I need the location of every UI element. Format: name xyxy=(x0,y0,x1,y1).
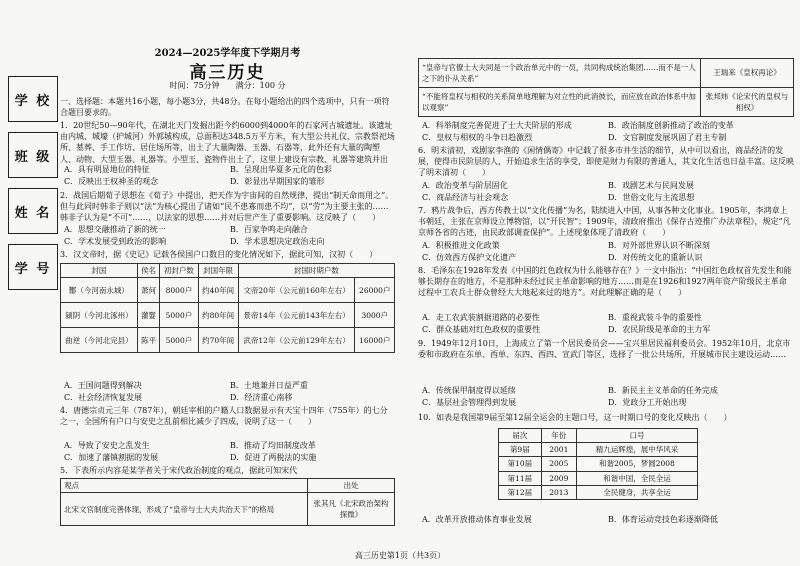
q2-option-b: B．百家争鸣走向融合 xyxy=(230,225,308,234)
table-cell: 2001 xyxy=(541,443,576,457)
subject-title: 高三历史 xyxy=(189,63,266,83)
q10-th-year: 年份 xyxy=(541,429,576,443)
table-cell: 萧何 xyxy=(137,278,160,303)
q9-option-d: D．党政分工开始出现 xyxy=(608,398,687,407)
q2-option-a: A．思想交融推动了新的统一 xyxy=(64,225,166,234)
q3-th-initial: 初封户数 xyxy=(160,264,198,278)
q5-th-source: 出处 xyxy=(308,479,395,493)
table-row xyxy=(499,457,698,471)
q5-option-a: A．科举制度完善促进了士大夫阶层的形成 xyxy=(422,121,572,130)
q7-option-b: B．对外部世界认识不断深刻 xyxy=(608,241,710,250)
q2-option-c: C．学术发展受到政治的影响 xyxy=(64,237,167,246)
table-cell: 第12届 xyxy=(499,485,542,499)
page-footer: 高三历史第1页（共3页） xyxy=(354,551,446,560)
q10-option-b: B．体育运动竞技色彩逐渐降低 xyxy=(608,515,718,524)
right-column xyxy=(418,0,794,566)
table-cell: 5000户 xyxy=(160,303,198,328)
q4-option-b: B．推动了均田制度改革 xyxy=(230,441,316,450)
table-cell: “不能将皇权与相权的关系简单地理解为对立性的此消彼长，而应放在政治体系中加以观察” xyxy=(419,88,701,117)
q8-option-b: B．重视武装斗争的重要性 xyxy=(608,313,702,322)
q8-option-a: A．走工农武装割据道路的必要性 xyxy=(422,313,540,322)
table-cell: 陈平 xyxy=(137,328,160,353)
table-cell: 武帝12年（公元前129年左右） xyxy=(238,328,355,353)
table-row xyxy=(61,328,395,353)
q2-option-d: D．学术思想决定政治走向 xyxy=(230,237,325,246)
table-cell: 文帝20年（公元前160年左右） xyxy=(238,278,355,303)
q7-option-d: D．对传统文化的重新认识 xyxy=(608,253,703,262)
q6-option-a: A．政治变革与阶层固化 xyxy=(422,181,508,190)
q6-option-b: B．戏剧艺术与民间发展 xyxy=(608,181,694,190)
table-row xyxy=(61,493,395,526)
table-cell: 和谐2005，梦圆2008 xyxy=(576,457,697,471)
table-cell: 约70年间 xyxy=(198,328,238,353)
q3-th-later: 封国时期户数 xyxy=(238,264,394,278)
table-cell: 北宋文官制度完善体现，形成了“皇帝与士大夫共治天下”的格局 xyxy=(61,493,308,526)
table-cell: 景帝14年（公元前143年左右） xyxy=(238,303,355,328)
table-cell: 张其凡《北宋政治架构探微》 xyxy=(308,493,395,526)
q3-option-d: D．经济重心南移 xyxy=(230,393,293,402)
section-instructions: 一、选择题：本题共16小题，每小题3分，共48分。在每小题给出的四个选项中，只有一项符合题目要求的。 xyxy=(60,97,390,118)
q3-th-marquis: 侯名 xyxy=(137,264,160,278)
table-cell: 酇（今河南永城） xyxy=(61,278,138,303)
q6-option-c: C．商品经济与社会观念 xyxy=(422,193,509,202)
q5-option-d: D．文官制度发展巩固了君主专制 xyxy=(608,133,727,142)
q8-option-d: D．农民阶级是革命的主力军 xyxy=(608,325,711,334)
q1-option-d: D．彰显出早期国家的雏形 xyxy=(230,177,325,186)
q5-option-c: C．皇权与相权的斗争日趋激烈 xyxy=(422,133,533,142)
q10-th-session: 届次 xyxy=(499,429,542,443)
table-cell: 曲逆（今河北完县） xyxy=(61,328,138,353)
q3-option-c: C．社会经济恢复发展 xyxy=(64,393,143,402)
table-cell: 张邦炜《论宋代的皇权与相权》 xyxy=(701,88,794,117)
q3-th-years: 封国年限 xyxy=(198,264,238,278)
table-cell: 全民健身，共享全运 xyxy=(576,485,697,499)
table-row xyxy=(499,485,698,499)
question-1: 1．20世纪50—90年代，在湖北天门发掘出距今约6000到4000年的石家河古城遗址。该遗址由内城、城壕（护城河）外郭城构成，总面积达348.5万平方米，有大型公共礼仪、宗教祭祀场所、墓葬、手工作坊、居住场所等，出土了大量陶器、玉器、石器等，此外还有大量的陶塑人、动物、大型玉器、礼器等。小型玉、瓷物件出土了，这里上建设有宗教、礼器等建筑并出 xyxy=(60,121,395,164)
table-row xyxy=(499,443,698,457)
exam-title: 2024—2025学年度下学期月考 xyxy=(154,48,301,59)
question-5: 5．下表所示内容是某学者关于宋代政治制度的观点，据此可知宋代 xyxy=(60,466,298,475)
school-label: 学 校 xyxy=(8,76,58,122)
table-cell: 2005 xyxy=(541,457,576,471)
table-row xyxy=(499,471,698,485)
q3-option-a: A．王国问题得到解决 xyxy=(64,381,142,390)
table-row xyxy=(61,303,395,328)
q3-th-fief: 封国 xyxy=(61,264,138,278)
table-cell: 26000户 xyxy=(355,278,395,303)
question-3: 3．汉文帝时，据《史记》记载各侯国户口数目的变化情况如下，据此可知，汉初（ ） xyxy=(60,250,378,259)
q3-table xyxy=(60,263,395,353)
q1-option-a: A．具有明显地位的特征 xyxy=(64,165,150,174)
table-cell: 2009 xyxy=(541,471,576,485)
q5-continued-table xyxy=(418,58,794,117)
q10-option-a: A．改革开放推动体育事业发展 xyxy=(422,515,532,524)
table-cell: 第10届 xyxy=(499,457,542,471)
q6-option-d: D．世俗文化与主流思想 xyxy=(608,193,695,202)
table-cell: 约80年间 xyxy=(198,303,238,328)
table-row xyxy=(419,88,794,117)
table-row xyxy=(61,278,395,303)
question-8: 8．毛泽东在1928年发表《中国的红色政权为什么能够存在？》一文中指出：“中国红色政权首先发生和能够长期存在的地方，不是那种未经过民主革命影响的地方……而是在1926和1927两年资产阶级民主革命过程中工农兵士群众曾经大大地起来过的地方”。对此理解正确的是（ ） xyxy=(418,266,792,298)
question-4: 4．唐德宗贞元三年（787年），朝廷宰相的户籍人口数据显示有天宝十四年（755年）的七分之一，全国所有户口与安史之乱前相比减少了四成，说明了这一（ ） xyxy=(60,406,388,427)
table-cell: “皇帝与官僚士大夫同是一个政治单元中的一员，共同构成统治集团……而不是一人之下的仆从关系” xyxy=(419,59,701,88)
q10-table xyxy=(498,428,698,500)
table-cell: 5000户 xyxy=(160,328,198,353)
q1-option-b: B．呈现出华夏多元化的色彩 xyxy=(230,165,332,174)
q5-table xyxy=(60,478,395,526)
q9-option-c: C．基层社会管理得到发展 xyxy=(422,398,517,407)
table-cell: 第9届 xyxy=(499,443,542,457)
name-label: 姓 名 xyxy=(8,188,58,234)
q10-th-slogan: 口号 xyxy=(576,429,697,443)
table-cell: 和谐中国，全民全运 xyxy=(576,471,697,485)
q4-option-d: D．促进了两税法的实施 xyxy=(230,453,317,462)
exam-meta: 时间：75分钟 满分：100 分 xyxy=(169,81,286,90)
q4-option-a: A．导致了安史之乱发生 xyxy=(64,441,150,450)
q9-option-b: B．新民主主义革命的任务完成 xyxy=(608,386,718,395)
table-cell: 16000户 xyxy=(355,328,395,353)
table-cell: 精九运辉煌，展中华风采 xyxy=(576,443,697,457)
table-cell: 王瑞来《皇权再论》 xyxy=(701,59,794,88)
table-cell: 颍阴（今河北涿州） xyxy=(61,303,138,328)
table-row xyxy=(419,59,794,88)
student-id-label: 学 号 xyxy=(8,244,58,290)
q5-option-b: B．政治制度创新推动了政治的变革 xyxy=(608,121,734,130)
question-10: 10．如表是我国第9届至第12届全运会的主题口号，这一时期口号的变化反映出（ ） xyxy=(418,413,732,422)
q9-option-a: A．传统保甲制度得以延续 xyxy=(422,386,516,395)
table-cell: 约40年间 xyxy=(198,278,238,303)
table-cell: 第11届 xyxy=(499,471,542,485)
q7-option-c: C．仿效西方保护文化遗产 xyxy=(422,253,517,262)
q8-option-c: C．群众基础对红色政权的重要性 xyxy=(422,325,541,334)
q7-option-a: A．积极推进文化政策 xyxy=(422,241,500,250)
table-cell: 3000户 xyxy=(355,303,395,328)
q4-option-c: C．加速了藩镇割据的发展 xyxy=(64,453,159,462)
left-column xyxy=(60,0,395,566)
question-9: 9．1949年12月10日，上海成立了第一个居民委员会——宝兴里居民福利委员会。1952年10月，北京市委和市政府在东单、西单、东四、西四、宣武门等区，选择了一批公共场所，开展城市民主建设运动…… xyxy=(418,339,791,360)
q3-option-b: B．土地兼并日益严重 xyxy=(230,381,308,390)
table-cell: 8000户 xyxy=(160,278,198,303)
question-2: 2．战国后期荀子思想在《荀子》中提出，把天作为宇宙间的自然规律，提出“制天命而用之”。但与此同时韩非子则以“法”为核心提出了诸如“民不患寡而患不均”，以“劳”为主要主张的……韩非子认为是“不可”……，以法家的思想……并对后世产生了重要影响。这反映了（ ） xyxy=(60,191,394,223)
q5-th-view: 观点 xyxy=(61,479,308,493)
table-cell: 灌婴 xyxy=(137,303,160,328)
student-info-band xyxy=(4,76,56,298)
question-6: 6．明末清初，戏剧家李渔的《闲情偶寄》中记载了很多市井生活的细节，从中可以看出，商品经济的发展，使得市民阶层的人，开始追求生活的享受，即使是财力有限的普通人，其文化生活也日益丰富。这反映了明末清初（ ） xyxy=(418,146,794,178)
table-cell: 2013 xyxy=(541,485,576,499)
class-label: 班 级 xyxy=(8,132,58,178)
question-7: 7．鸦片战争后，西方传教士以“文化传播”为名，陆续进入中国，从事各种文化事业。1905年，李鸿章上书朝廷，主张在京师设立博物馆，以“开民智”；1909年，清政府推出《保存古迹推广办法章程》，规定“凡京师各省的古迹，由民政部调查保护”。上述现象体现了清政府（ ） xyxy=(418,206,791,238)
q1-option-c: C．反映出王权神圣的观念 xyxy=(64,177,159,186)
